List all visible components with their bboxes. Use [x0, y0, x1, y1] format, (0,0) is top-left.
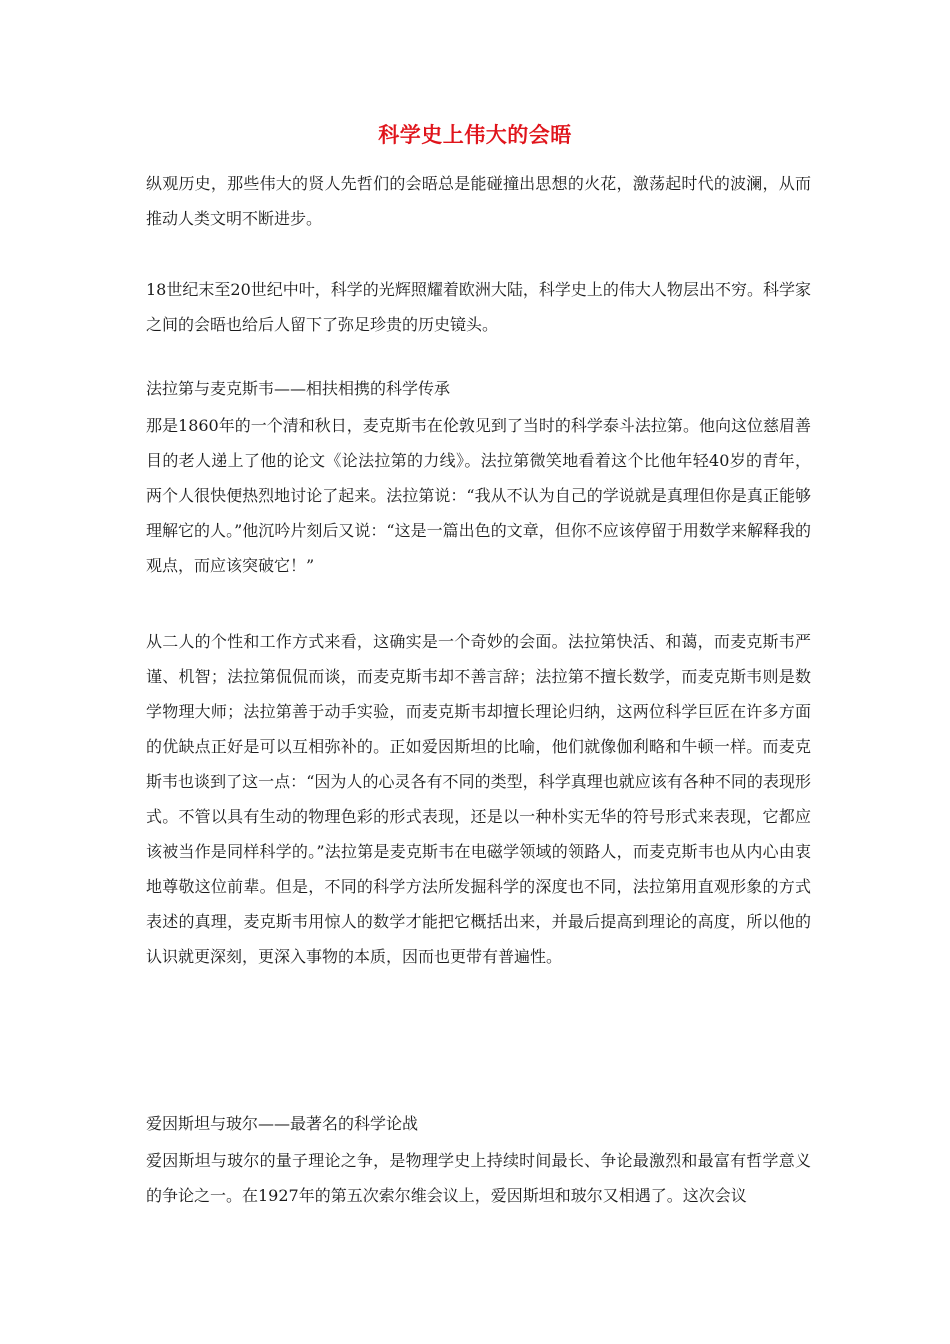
section-heading-faraday-maxwell: 法拉第与麦克斯韦——相扶相携的科学传承	[146, 379, 451, 398]
section-heading-einstein-bohr: 爱因斯坦与玻尔——最著名的科学论战	[146, 1114, 419, 1133]
section-2-paragraph-1: 爱因斯坦与玻尔的量子理论之争，是物理学史上持续时间最长、争论最激烈和最富有哲学意义的争论之一。在1927年的第五次索尔维会议上，爱因斯坦和玻尔又相遇了。这次会议	[146, 1151, 811, 1205]
document-title: 科学史上伟大的会晤	[378, 123, 572, 147]
intro-paragraph-2: 18世纪末至20世纪中叶，科学的光辉照耀着欧洲大陆，科学史上的伟大人物层出不穷。科学家之间的会晤也给后人留下了弥足珍贵的历史镜头。	[146, 280, 811, 334]
intro-paragraph-1: 纵观历史，那些伟大的贤人先哲们的会晤总是能碰撞出思想的火花，激荡起时代的波澜，从而推动人类文明不断进步。	[146, 174, 811, 228]
section-1-paragraph-2: 从二人的个性和工作方式来看，这确实是一个奇妙的会面。法拉第快活、和蔼，而麦克斯韦严谨、机智；法拉第侃侃而谈，而麦克斯韦却不善言辞；法拉第不擅长数学，而麦克斯韦则是数学物理大师；法拉第善于动手实验，而麦克斯韦却擅长理论归纳，这两位科学巨匠在许多方面的优缺点正好是可以互相弥补的。正如爱因斯坦的比喻，他们就像伽利略和牛顿一样。而麦克斯韦也谈到了这一点：“因为人的心灵各有不同的类型，科学真理也就应该有各种不同的表现形式。不管以具有生动的物理色彩的形式表现，还是以一种朴实无华的符号形式来表现，它都应该被当作是同样科学的。”法拉第是麦克斯韦在电磁学领域的领路人，而麦克斯韦也从内心由衷地尊敬这位前辈。但是，不同的科学方法所发掘科学的深度也不同，法拉第用直观形象的方式表述的真理，麦克斯韦用惊人的数学才能把它概括出来，并最后提高到理论的高度，所以他的认识就更深刻，更深入事物的本质，因而也更带有普遍性。	[146, 632, 811, 966]
section-1-paragraph-1: 那是1860年的一个清和秋日，麦克斯韦在伦敦见到了当时的科学泰斗法拉第。他向这位慈眉善目的老人递上了他的论文《论法拉第的力线》。法拉第微笑地看着这个比他年轻40岁的青年，两个人很快便热烈地讨论了起来。法拉第说：“我从不认为自己的学说就是真理但你是真正能够理解它的人。”他沉吟片刻后又说：“这是一篇出色的文章，但你不应该停留于用数学来解释我的观点，而应该突破它！”	[146, 416, 811, 575]
